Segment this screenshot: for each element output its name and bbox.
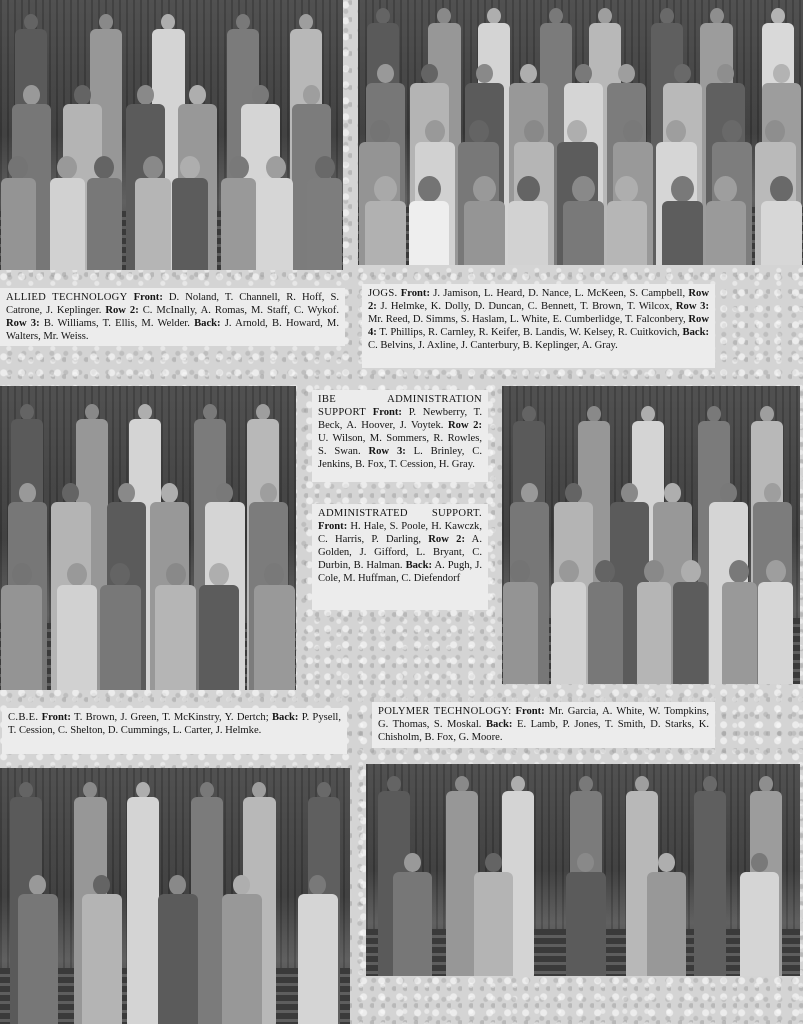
- person-head: [717, 64, 734, 84]
- person-silhouette: [563, 176, 604, 265]
- person-head: [266, 156, 286, 179]
- person-body: [158, 894, 197, 1024]
- person-head: [587, 406, 601, 422]
- person-body: [221, 178, 256, 270]
- group-people: [358, 0, 803, 265]
- person-body: [694, 791, 726, 976]
- row4-names: T. Phillips, R. Carnley, R. Keifer, B. Landis, W. Kelsey, R. Cuitkovich,: [379, 327, 680, 338]
- person-body: [722, 582, 757, 684]
- person-head: [93, 875, 110, 895]
- person-head: [760, 406, 774, 422]
- person-body: [464, 201, 505, 265]
- person-body: [706, 201, 747, 265]
- person-head: [520, 64, 537, 84]
- person-head: [722, 120, 742, 143]
- group-people: [502, 386, 800, 684]
- person-head: [166, 563, 186, 586]
- person-body: [298, 894, 337, 1024]
- person-body: [307, 178, 342, 270]
- person-head: [567, 120, 587, 143]
- person-head: [773, 64, 790, 84]
- person-silhouette: [673, 560, 708, 684]
- person-head: [658, 853, 675, 873]
- person-body: [82, 894, 121, 1024]
- person-head: [303, 85, 320, 105]
- person-head: [524, 120, 544, 143]
- row3-label: Row 3:: [368, 446, 406, 457]
- person-head: [260, 483, 277, 503]
- front-label: Front:: [372, 407, 402, 418]
- person-body: [647, 872, 686, 976]
- person-head: [618, 64, 635, 84]
- front-names: Mr. Garcia, A. White, W. Tompkins, G. Thomas, S. Moskal.: [378, 706, 709, 730]
- person-head: [57, 156, 77, 179]
- person-head: [110, 563, 130, 586]
- administrated-support-caption: [312, 504, 488, 610]
- back-label: Back:: [194, 318, 221, 329]
- cbe-caption: [2, 708, 347, 754]
- person-silhouette: [409, 176, 450, 265]
- person-body: [172, 178, 207, 270]
- caption-title: ADMINISTRATED SUPPORT.: [318, 508, 482, 519]
- person-silhouette: [50, 156, 85, 270]
- person-head: [635, 776, 649, 792]
- person-head: [299, 14, 313, 30]
- person-head: [19, 483, 36, 503]
- person-head: [579, 776, 593, 792]
- row3-names: B. Williams, T. Ellis, M. Welder.: [43, 318, 190, 329]
- person-silhouette: [761, 176, 802, 265]
- person-head: [317, 782, 331, 798]
- row2-names: U. Wilson, M. Sommers, R. Rowles, S. Swan.: [318, 433, 482, 457]
- person-head: [664, 483, 681, 503]
- person-head: [387, 776, 401, 792]
- person-silhouette: [694, 776, 726, 976]
- person-body: [637, 582, 672, 684]
- front-label: Front:: [400, 288, 430, 299]
- person-head: [623, 120, 643, 143]
- person-head: [74, 85, 91, 105]
- person-silhouette: [158, 875, 197, 1024]
- person-head: [714, 176, 737, 202]
- person-silhouette: [87, 156, 122, 270]
- person-head: [425, 120, 445, 143]
- person-head: [575, 64, 592, 84]
- person-head: [765, 120, 785, 143]
- person-silhouette: [740, 853, 779, 976]
- person-head: [189, 85, 206, 105]
- row4-label: Row 4:: [368, 314, 709, 338]
- person-silhouette: [258, 156, 293, 270]
- person-head: [169, 875, 186, 895]
- person-head: [764, 483, 781, 503]
- front-names: J. Jamison, L. Heard, D. Nance, L. McKeen, S. Campbell,: [433, 288, 686, 299]
- person-silhouette: [393, 853, 432, 976]
- person-head: [641, 406, 655, 422]
- person-silhouette: [758, 560, 793, 684]
- back-label: Back:: [682, 327, 710, 338]
- person-head: [577, 853, 594, 873]
- person-body: [761, 201, 802, 265]
- person-head: [67, 563, 87, 586]
- person-head: [671, 176, 694, 202]
- person-head: [236, 14, 250, 30]
- person-head: [216, 483, 233, 503]
- group-people: [0, 386, 296, 690]
- person-silhouette: [307, 156, 342, 270]
- person-head: [751, 853, 768, 873]
- person-head: [264, 563, 284, 586]
- person-head: [180, 156, 200, 179]
- person-head: [421, 64, 438, 84]
- person-body: [155, 585, 195, 690]
- person-body: [50, 178, 85, 270]
- group-people: [0, 768, 350, 1024]
- row2-label: Row 2:: [448, 420, 482, 431]
- person-head: [522, 406, 536, 422]
- person-body: [18, 894, 57, 1024]
- person-silhouette: [637, 560, 672, 684]
- person-body: [474, 872, 513, 976]
- row2-names: J. Helmke, K. Dolly, D. Duncan, C. Bennett, T. Brown, T. Wilcox,: [380, 301, 673, 312]
- person-body: [393, 872, 432, 976]
- person-head: [476, 64, 493, 84]
- front-names: D. Noland, T. Channell, R. Hoff, S. Catrone, J. Keplinger.: [6, 292, 340, 316]
- person-silhouette: [722, 560, 757, 684]
- person-head: [200, 782, 214, 798]
- person-head: [707, 406, 721, 422]
- person-body: [57, 585, 97, 690]
- person-head: [99, 14, 113, 30]
- person-head: [521, 483, 538, 503]
- person-head: [94, 156, 114, 179]
- person-head: [209, 563, 229, 586]
- allied-technology-caption: [0, 288, 345, 346]
- person-head: [233, 875, 250, 895]
- person-head: [404, 853, 421, 873]
- front-names: T. Brown, J. Green, T. McKinstry, Y. Dertch;: [74, 712, 269, 723]
- back-names: J. Arnold, B. Howard, M. Walters, Mr. Weiss.: [6, 318, 339, 342]
- person-head: [621, 483, 638, 503]
- person-head: [309, 875, 326, 895]
- person-body: [1, 178, 36, 270]
- person-head: [377, 64, 394, 84]
- person-silhouette: [221, 156, 256, 270]
- person-body: [135, 178, 170, 270]
- person-silhouette: [566, 853, 605, 976]
- person-silhouette: [127, 782, 159, 1024]
- person-head: [203, 404, 217, 420]
- person-head: [729, 560, 749, 583]
- person-head: [615, 176, 638, 202]
- person-head: [138, 404, 152, 420]
- person-silhouette: [474, 853, 513, 976]
- person-body: [673, 582, 708, 684]
- person-head: [62, 483, 79, 503]
- administrated-support-photo: [502, 386, 800, 684]
- person-head: [20, 404, 34, 420]
- person-head: [487, 8, 501, 24]
- person-body: [222, 894, 261, 1024]
- person-head: [437, 8, 451, 24]
- jogs-caption: [362, 284, 715, 368]
- caption-title: IBE ADMINISTRATION SUPPORT: [318, 394, 482, 418]
- polymer-technology-photo: [366, 764, 800, 976]
- person-head: [510, 560, 530, 583]
- row2-label: Row 2:: [105, 305, 139, 316]
- person-silhouette: [503, 560, 538, 684]
- person-head: [19, 782, 33, 798]
- group-people: [366, 764, 800, 976]
- person-body: [409, 201, 450, 265]
- person-silhouette: [298, 875, 337, 1024]
- person-body: [607, 201, 648, 265]
- person-head: [143, 156, 163, 179]
- person-head: [85, 404, 99, 420]
- row2-label: Row 2:: [428, 534, 465, 545]
- person-silhouette: [588, 560, 623, 684]
- person-body: [508, 201, 549, 265]
- person-body: [258, 178, 293, 270]
- back-names: P. Pysell, T. Cession, C. Shelton, D. Cummings, L. Carter, J. Helmke.: [8, 712, 341, 736]
- person-head: [703, 776, 717, 792]
- person-head: [252, 782, 266, 798]
- person-head: [598, 8, 612, 24]
- person-head: [29, 875, 46, 895]
- person-head: [315, 156, 335, 179]
- person-head: [710, 8, 724, 24]
- person-body: [199, 585, 239, 690]
- person-head: [559, 560, 579, 583]
- person-head: [455, 776, 469, 792]
- person-body: [503, 582, 538, 684]
- person-silhouette: [1, 156, 36, 270]
- cbe-photo: [0, 768, 350, 1024]
- person-head: [23, 85, 40, 105]
- person-body: [740, 872, 779, 976]
- person-body: [365, 201, 406, 265]
- person-head: [418, 176, 441, 202]
- person-body: [662, 201, 703, 265]
- person-head: [12, 563, 32, 586]
- person-body: [1, 585, 41, 690]
- person-head: [660, 8, 674, 24]
- person-head: [137, 85, 154, 105]
- group-people: [0, 0, 343, 270]
- caption-title: POLYMER TECHNOLOGY:: [378, 706, 512, 717]
- person-head: [485, 853, 502, 873]
- row3-names: Mr. Reed, D. Simms, S. Haslam, L. White, E. Cumberlidge, T. Falconbery,: [368, 314, 686, 325]
- person-head: [370, 120, 390, 143]
- person-silhouette: [1, 563, 41, 690]
- row2-names: A. Golden, J. Gifford, L. Bryant, C. Durbin, B. Halman.: [318, 534, 482, 571]
- row3-label: Row 3:: [675, 301, 709, 312]
- person-head: [252, 85, 269, 105]
- person-head: [256, 404, 270, 420]
- person-silhouette: [647, 853, 686, 976]
- person-head: [666, 120, 686, 143]
- person-silhouette: [508, 176, 549, 265]
- caption-title: ALLIED TECHNOLOGY: [6, 292, 128, 303]
- row3-names: L. Brinley, C. Jenkins, B. Fox, T. Cession, H. Gray.: [318, 446, 482, 470]
- back-names: E. Lamb, P. Jones, T. Smith, D. Starks, K. Chisholm, B. Fox, G. Moore.: [378, 719, 709, 743]
- person-head: [8, 156, 28, 179]
- person-silhouette: [100, 563, 140, 690]
- person-silhouette: [172, 156, 207, 270]
- person-silhouette: [464, 176, 505, 265]
- front-label: Front:: [133, 292, 163, 303]
- person-body: [588, 582, 623, 684]
- person-body: [563, 201, 604, 265]
- person-head: [118, 483, 135, 503]
- person-head: [759, 776, 773, 792]
- person-silhouette: [662, 176, 703, 265]
- row3-label: Row 3:: [6, 318, 40, 329]
- caption-title: C.B.E.: [8, 712, 39, 723]
- back-label: Back:: [271, 712, 299, 723]
- row2-names: C. McInally, A. Romas, M. Staff, C. Wykof.: [142, 305, 339, 316]
- person-head: [511, 776, 525, 792]
- front-names: H. Hale, S. Poole, H. Kawczk, C. Harris, P. Darling,: [318, 521, 482, 545]
- person-silhouette: [57, 563, 97, 690]
- back-label: Back:: [405, 560, 433, 571]
- polymer-technology-caption: [372, 702, 715, 748]
- person-silhouette: [365, 176, 406, 265]
- person-head: [681, 560, 701, 583]
- person-head: [376, 8, 390, 24]
- person-head: [565, 483, 582, 503]
- person-head: [674, 64, 691, 84]
- person-silhouette: [155, 563, 195, 690]
- person-head: [644, 560, 664, 583]
- person-body: [100, 585, 140, 690]
- person-head: [161, 483, 178, 503]
- person-silhouette: [222, 875, 261, 1024]
- person-body: [566, 872, 605, 976]
- back-label: Back:: [485, 719, 513, 730]
- front-label: Front:: [41, 712, 71, 723]
- person-head: [595, 560, 615, 583]
- ibe-caption: [312, 390, 488, 482]
- person-head: [549, 8, 563, 24]
- person-body: [551, 582, 586, 684]
- person-body: [87, 178, 122, 270]
- person-head: [83, 782, 97, 798]
- allied-technology-photo: [0, 0, 343, 270]
- person-head: [229, 156, 249, 179]
- person-silhouette: [607, 176, 648, 265]
- person-silhouette: [254, 563, 294, 690]
- person-head: [720, 483, 737, 503]
- person-silhouette: [551, 560, 586, 684]
- person-body: [254, 585, 294, 690]
- person-body: [127, 797, 159, 1024]
- person-head: [771, 8, 785, 24]
- person-silhouette: [82, 875, 121, 1024]
- person-body: [758, 582, 793, 684]
- person-head: [469, 120, 489, 143]
- person-head: [24, 14, 38, 30]
- person-head: [572, 176, 595, 202]
- front-label: Front:: [318, 521, 348, 532]
- person-head: [374, 176, 397, 202]
- person-head: [517, 176, 540, 202]
- person-head: [136, 782, 150, 798]
- row2-label: Row 2:: [368, 288, 710, 312]
- person-silhouette: [135, 156, 170, 270]
- person-silhouette: [18, 875, 57, 1024]
- person-head: [766, 560, 786, 583]
- front-label: Front:: [515, 706, 545, 717]
- person-head: [770, 176, 793, 202]
- jogs-photo: [358, 0, 803, 265]
- person-head: [161, 14, 175, 30]
- person-silhouette: [706, 176, 747, 265]
- person-head: [473, 176, 496, 202]
- back-names: A. Pugh, J. Cole, M. Huffman, C. Diefendorf: [318, 560, 482, 584]
- front-names: P. Newberry, T. Beck, A. Hoover, J. Voytek.: [318, 407, 482, 431]
- back-names: C. Belvins, J. Axline, J. Canterbury, B. Keplinger, A. Gray.: [368, 340, 618, 351]
- ibe-photo: [0, 386, 296, 690]
- person-silhouette: [199, 563, 239, 690]
- caption-title: JOGS.: [368, 288, 398, 299]
